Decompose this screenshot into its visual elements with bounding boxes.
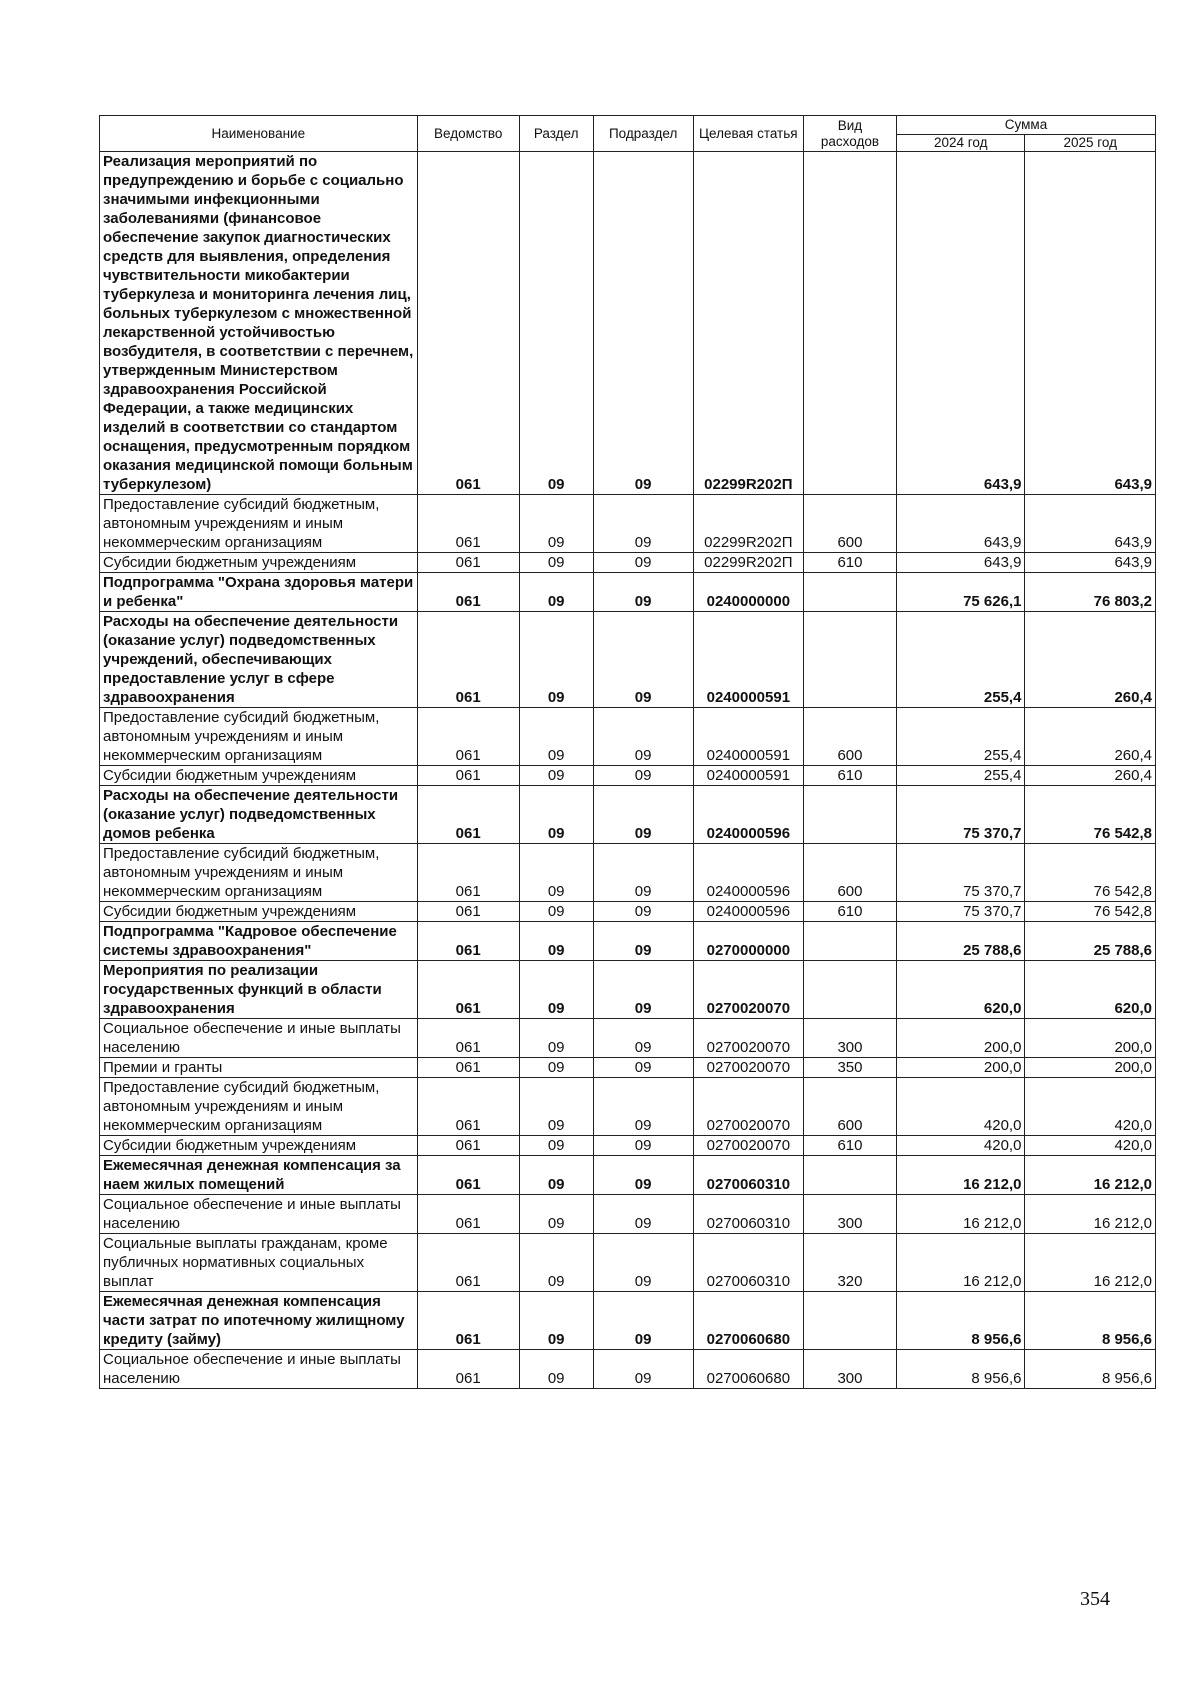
row-dept: 061 [417,1078,519,1136]
row-sum-2025: 620,0 [1025,961,1156,1019]
row-type: 610 [803,766,896,786]
table-row [100,844,1156,902]
row-sum-2024: 200,0 [897,1058,1025,1078]
table-row [100,1058,1156,1078]
row-section: 09 [519,1136,593,1156]
row-name: Подпрограмма "Охрана здоровья матери и ребенка" [100,573,418,612]
row-type: 600 [803,708,896,766]
row-target: 0270000000 [693,922,803,961]
table-body [100,152,1156,1389]
table-row [100,495,1156,553]
header-subsection: Подраздел [593,116,693,152]
row-type: 610 [803,553,896,573]
row-section: 09 [519,708,593,766]
row-type [803,612,896,708]
table-row [100,612,1156,708]
row-section: 09 [519,612,593,708]
row-type: 320 [803,1234,896,1292]
row-subsection: 09 [593,922,693,961]
row-subsection: 09 [593,1292,693,1350]
row-dept: 061 [417,844,519,902]
row-name: Ежемесячная денежная компенсация части затрат по ипотечному жилищному кредиту (займу) [100,1292,418,1350]
table-row [100,1136,1156,1156]
row-sum-2025: 76 542,8 [1025,786,1156,844]
row-subsection: 09 [593,708,693,766]
table-row [100,553,1156,573]
row-name: Мероприятия по реализации государственных функций в области здравоохранения [100,961,418,1019]
row-name: Подпрограмма "Кадровое обеспечение системы здравоохранения" [100,922,418,961]
row-sum-2024: 16 212,0 [897,1195,1025,1234]
row-sum-2025: 643,9 [1025,495,1156,553]
row-sum-2025: 260,4 [1025,708,1156,766]
row-section: 09 [519,1058,593,1078]
row-name: Расходы на обеспечение деятельности (оказание услуг) подведомственных домов ребенка [100,786,418,844]
row-sum-2025: 643,9 [1025,553,1156,573]
row-sum-2025: 16 212,0 [1025,1195,1156,1234]
row-sum-2025: 420,0 [1025,1078,1156,1136]
row-type [803,786,896,844]
row-section: 09 [519,922,593,961]
row-sum-2024: 8 956,6 [897,1350,1025,1389]
row-sum-2025: 76 542,8 [1025,844,1156,902]
row-target: 02299R202П [693,553,803,573]
row-dept: 061 [417,922,519,961]
row-subsection: 09 [593,573,693,612]
row-section: 09 [519,1156,593,1195]
row-type: 600 [803,495,896,553]
row-subsection: 09 [593,1019,693,1058]
row-sum-2025: 420,0 [1025,1136,1156,1156]
table-row [100,1156,1156,1195]
row-type [803,961,896,1019]
row-section: 09 [519,573,593,612]
header-section: Раздел [519,116,593,152]
row-name: Предоставление субсидий бюджетным, автономным учреждениям и иным некоммерческим организациям [100,495,418,553]
row-type [803,922,896,961]
row-sum-2024: 643,9 [897,152,1025,495]
row-type: 300 [803,1019,896,1058]
table-row [100,1195,1156,1234]
row-subsection: 09 [593,495,693,553]
row-section: 09 [519,961,593,1019]
table-row [100,1350,1156,1389]
row-name: Субсидии бюджетным учреждениям [100,766,418,786]
row-subsection: 09 [593,961,693,1019]
row-subsection: 09 [593,1156,693,1195]
row-subsection: 09 [593,553,693,573]
row-name: Реализация мероприятий по предупреждению и борьбе с социально значимыми инфекционными заболеваниями (финансовое обеспечение закупок диагностических средств для выявления, определения чувствительности микобактерии туберкулеза и мониторинга лечения лиц, больных туберкулезом с множественной лекарственной устойчивостью возбудителя, в соответствии с перечнем, утвержденным Министерством здравоохранения Российской Федерации, а также медицинских изделий в соответствии со стандартом оснащения, предусмотренным порядком оказания медицинской помощи больным туберкулезом) [100,152,418,495]
row-subsection: 09 [593,1136,693,1156]
table-row [100,1078,1156,1136]
row-dept: 061 [417,1156,519,1195]
row-dept: 061 [417,573,519,612]
row-name: Расходы на обеспечение деятельности (оказание услуг) подведомственных учреждений, обеспечивающих предоставление услуг в сфере здравоохранения [100,612,418,708]
row-sum-2024: 75 626,1 [897,573,1025,612]
row-dept: 061 [417,1234,519,1292]
row-type: 350 [803,1058,896,1078]
row-sum-2024: 8 956,6 [897,1292,1025,1350]
row-name: Субсидии бюджетным учреждениям [100,1136,418,1156]
row-name: Социальное обеспечение и иные выплаты населению [100,1350,418,1389]
header-name: Наименование [100,116,418,152]
row-sum-2024: 75 370,7 [897,786,1025,844]
row-sum-2025: 16 212,0 [1025,1234,1156,1292]
row-section: 09 [519,152,593,495]
row-section: 09 [519,1292,593,1350]
row-target: 0270020070 [693,1019,803,1058]
row-sum-2025: 260,4 [1025,612,1156,708]
row-type: 610 [803,902,896,922]
row-type: 300 [803,1195,896,1234]
row-type: 300 [803,1350,896,1389]
row-name: Субсидии бюджетным учреждениям [100,553,418,573]
row-target: 0270060310 [693,1234,803,1292]
row-subsection: 09 [593,1078,693,1136]
table-row [100,1234,1156,1292]
row-type: 600 [803,1078,896,1136]
row-target: 0240000596 [693,902,803,922]
row-sum-2025: 200,0 [1025,1019,1156,1058]
row-target: 0270060680 [693,1350,803,1389]
row-sum-2024: 255,4 [897,708,1025,766]
budget-table [99,115,1156,1389]
row-subsection: 09 [593,902,693,922]
table-row [100,786,1156,844]
row-subsection: 09 [593,1350,693,1389]
row-sum-2024: 620,0 [897,961,1025,1019]
row-section: 09 [519,766,593,786]
row-sum-2025: 76 803,2 [1025,573,1156,612]
row-sum-2024: 25 788,6 [897,922,1025,961]
table-row [100,766,1156,786]
row-section: 09 [519,1350,593,1389]
row-sum-2024: 75 370,7 [897,844,1025,902]
row-subsection: 09 [593,152,693,495]
row-name: Ежемесячная денежная компенсация за наем жилых помещений [100,1156,418,1195]
row-subsection: 09 [593,1195,693,1234]
table-row [100,708,1156,766]
row-sum-2024: 75 370,7 [897,902,1025,922]
row-section: 09 [519,1019,593,1058]
row-sum-2025: 76 542,8 [1025,902,1156,922]
row-sum-2024: 255,4 [897,612,1025,708]
row-section: 09 [519,902,593,922]
row-dept: 061 [417,1019,519,1058]
row-sum-2024: 255,4 [897,766,1025,786]
row-name: Субсидии бюджетным учреждениям [100,902,418,922]
row-subsection: 09 [593,844,693,902]
row-sum-2024: 643,9 [897,553,1025,573]
row-sum-2024: 16 212,0 [897,1234,1025,1292]
row-target: 0270020070 [693,961,803,1019]
row-sum-2025: 8 956,6 [1025,1350,1156,1389]
row-section: 09 [519,495,593,553]
row-name: Социальное обеспечение и иные выплаты населению [100,1019,418,1058]
row-sum-2024: 16 212,0 [897,1156,1025,1195]
row-type [803,1156,896,1195]
row-name: Предоставление субсидий бюджетным, автономным учреждениям и иным некоммерческим организациям [100,708,418,766]
header-type: Вид расходов [803,116,896,152]
table-row [100,573,1156,612]
row-sum-2024: 200,0 [897,1019,1025,1058]
table-row [100,152,1156,495]
row-dept: 061 [417,902,519,922]
row-target: 0240000591 [693,612,803,708]
row-name: Предоставление субсидий бюджетным, автономным учреждениям и иным некоммерческим организациям [100,844,418,902]
row-target: 0270020070 [693,1078,803,1136]
row-type: 610 [803,1136,896,1156]
row-dept: 061 [417,495,519,553]
header-year-2025: 2025 год [1025,135,1156,152]
row-sum-2025: 8 956,6 [1025,1292,1156,1350]
row-type [803,573,896,612]
row-target: 02299R202П [693,152,803,495]
table-header [100,116,1156,152]
row-target: 0240000000 [693,573,803,612]
row-subsection: 09 [593,1234,693,1292]
header-target: Целевая статья [693,116,803,152]
row-target: 0240000591 [693,708,803,766]
header-dept: Ведомство [417,116,519,152]
row-target: 0240000591 [693,766,803,786]
row-name: Социальные выплаты гражданам, кроме публичных нормативных социальных выплат [100,1234,418,1292]
row-section: 09 [519,1195,593,1234]
row-sum-2025: 260,4 [1025,766,1156,786]
row-target: 0240000596 [693,844,803,902]
header-year-2024: 2024 год [897,135,1025,152]
row-dept: 061 [417,1292,519,1350]
row-subsection: 09 [593,1058,693,1078]
row-type: 600 [803,844,896,902]
row-section: 09 [519,1234,593,1292]
row-dept: 061 [417,1350,519,1389]
row-sum-2025: 200,0 [1025,1058,1156,1078]
row-section: 09 [519,786,593,844]
row-target: 0270060310 [693,1156,803,1195]
table-row [100,1019,1156,1058]
row-type [803,1292,896,1350]
table-row [100,922,1156,961]
row-target: 0270060680 [693,1292,803,1350]
row-target: 0270060310 [693,1195,803,1234]
row-dept: 061 [417,152,519,495]
row-target: 02299R202П [693,495,803,553]
row-dept: 061 [417,1058,519,1078]
row-dept: 061 [417,786,519,844]
row-name: Предоставление субсидий бюджетным, автономным учреждениям и иным некоммерческим организациям [100,1078,418,1136]
row-dept: 061 [417,961,519,1019]
table-row [100,1292,1156,1350]
row-sum-2024: 643,9 [897,495,1025,553]
row-section: 09 [519,553,593,573]
row-sum-2024: 420,0 [897,1078,1025,1136]
row-sum-2025: 25 788,6 [1025,922,1156,961]
row-dept: 061 [417,1195,519,1234]
row-type [803,152,896,495]
row-subsection: 09 [593,786,693,844]
row-sum-2025: 16 212,0 [1025,1156,1156,1195]
row-subsection: 09 [593,766,693,786]
table-row [100,961,1156,1019]
row-sum-2025: 643,9 [1025,152,1156,495]
row-dept: 061 [417,708,519,766]
row-dept: 061 [417,553,519,573]
header-sum: Сумма [897,116,1156,135]
row-dept: 061 [417,1136,519,1156]
page-number: 354 [1080,1588,1110,1610]
row-sum-2024: 420,0 [897,1136,1025,1156]
table-row [100,902,1156,922]
row-target: 0270020070 [693,1136,803,1156]
row-dept: 061 [417,612,519,708]
row-section: 09 [519,844,593,902]
row-dept: 061 [417,766,519,786]
row-subsection: 09 [593,612,693,708]
row-target: 0240000596 [693,786,803,844]
row-target: 0270020070 [693,1058,803,1078]
row-name: Премии и гранты [100,1058,418,1078]
row-section: 09 [519,1078,593,1136]
row-name: Социальное обеспечение и иные выплаты населению [100,1195,418,1234]
